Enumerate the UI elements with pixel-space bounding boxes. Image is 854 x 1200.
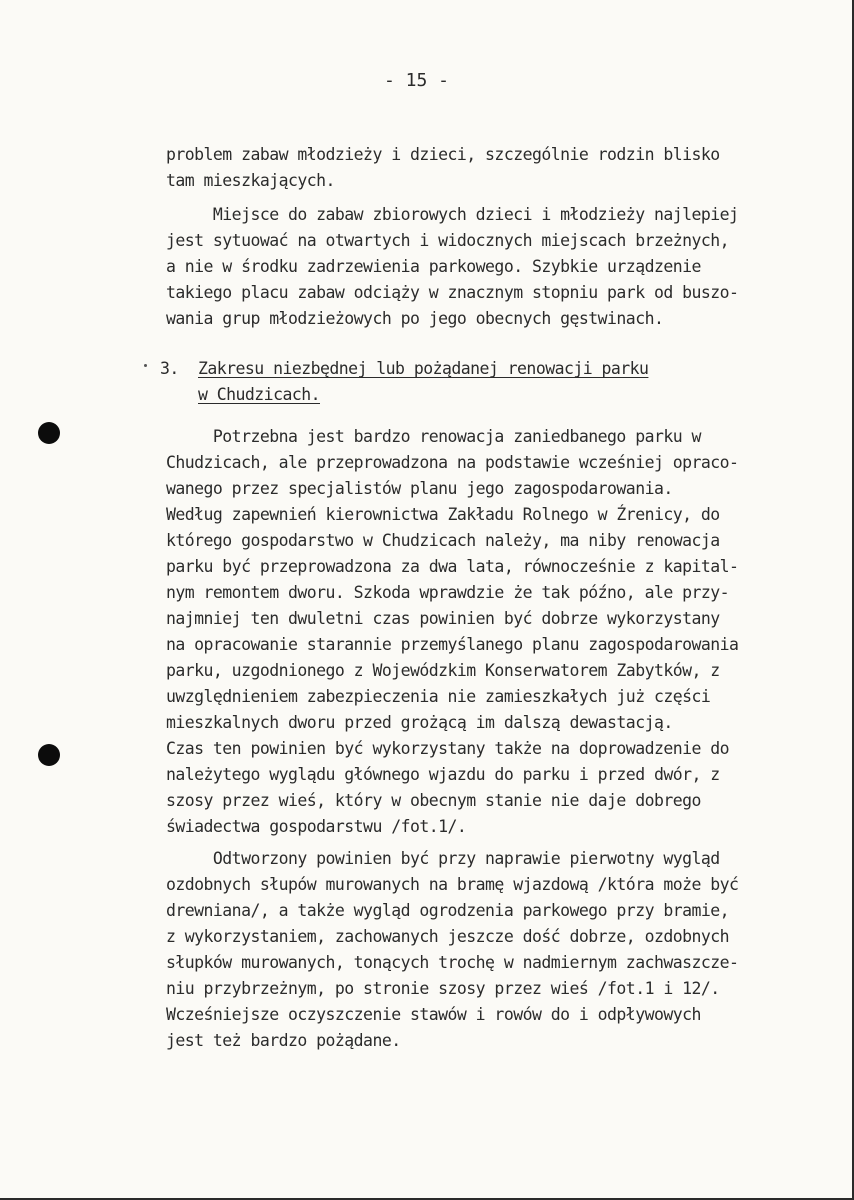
text-line: Wcześniejsze oczyszczenie stawów i rowów do i odpływowych bbox=[166, 1005, 701, 1024]
text-line: takiego placu zabaw odciąży w znacznym stopniu park od buszo- bbox=[166, 283, 739, 302]
text-line: drewniana/, a także wygląd ogrodzenia parkowego przy bramie, bbox=[166, 901, 730, 920]
margin-mark bbox=[144, 364, 147, 367]
text-line: którego gospodarstwo w Chudzicach należy, ma niby renowacja bbox=[166, 531, 720, 550]
punch-hole-top bbox=[38, 422, 60, 444]
text-line: Potrzebna jest bardzo renowacja zaniedbanego parku w bbox=[166, 427, 701, 446]
section-heading-line-1: Zakresu niezbędnej lub pożądanej renowacji parku bbox=[198, 359, 649, 378]
text-line: z wykorzystaniem, zachowanych jeszcze dość dobrze, ozdobnych bbox=[166, 927, 730, 946]
text-line: ozdobnych słupów murowanych na bramę wjazdową /która może być bbox=[166, 875, 739, 894]
text-line: wanego przez specjalistów planu jego zagospodarowania. bbox=[166, 479, 673, 498]
section-heading-line-2: w Chudzicach. bbox=[198, 385, 320, 404]
text-line: niu przybrzeżnym, po stronie szosy przez wieś /fot.1 i 12/. bbox=[166, 979, 720, 998]
text-line: Czas ten powinien być wykorzystany także na doprowadzenie do bbox=[166, 739, 730, 758]
text-line: wania grup młodzieżowych po jego obecnych gęstwinach. bbox=[166, 309, 664, 328]
text-line: Miejsce do zabaw zbiorowych dzieci i młodzieży najlepiej bbox=[166, 205, 739, 224]
text-line: parku być przeprowadzona za dwa lata, równocześnie z kapital- bbox=[166, 557, 739, 576]
text-line: parku, uzgodnionego z Wojewódzkim Konserwatorem Zabytków, z bbox=[166, 661, 720, 680]
text-line: Według zapewnień kierownictwa Zakładu Rolnego w Źrenicy, do bbox=[166, 505, 720, 524]
text-line: na opracowanie starannie przemyślanego planu zagospodarowania bbox=[166, 635, 739, 654]
text-line: Chudzicach, ale przeprowadzona na podstawie wcześniej opraco- bbox=[166, 453, 739, 472]
punch-hole-bottom bbox=[38, 744, 60, 766]
text-line: najmniej ten dwuletni czas powinien być dobrze wykorzystany bbox=[166, 609, 720, 628]
text-line: świadectwa gospodarstwu /fot.1/. bbox=[166, 817, 467, 836]
text-line: jest sytuować na otwartych i widocznych miejscach brzeżnych, bbox=[166, 231, 730, 250]
text-line: mieszkalnych dworu przed grożącą im dalszą dewastacją. bbox=[166, 713, 673, 732]
text-line: a nie w środku zadrzewienia parkowego. Szybkie urządzenie bbox=[166, 257, 701, 276]
text-line: uwzględnieniem zabezpieczenia nie zamieszkałych już części bbox=[166, 687, 711, 706]
page-number: - 15 - bbox=[384, 70, 450, 91]
text-line: problem zabaw młodzieży i dzieci, szczególnie rodzin blisko bbox=[166, 145, 720, 164]
text-line: szosy przez wieś, który w obecnym stanie nie daje dobrego bbox=[166, 791, 701, 810]
text-line: tam mieszkających. bbox=[166, 171, 335, 190]
text-line: słupków murowanych, tonących trochę w nadmiernym zachwaszcze- bbox=[166, 953, 739, 972]
text-line: nym remontem dworu. Szkoda wprawdzie że tak późno, ale przy- bbox=[166, 583, 730, 602]
text-line: jest też bardzo pożądane. bbox=[166, 1031, 401, 1050]
text-line: Odtworzony powinien być przy naprawie pierwotny wygląd bbox=[166, 849, 720, 868]
section-number: 3. bbox=[160, 359, 179, 378]
text-line: należytego wyglądu głównego wjazdu do parku i przed dwór, z bbox=[166, 765, 720, 784]
